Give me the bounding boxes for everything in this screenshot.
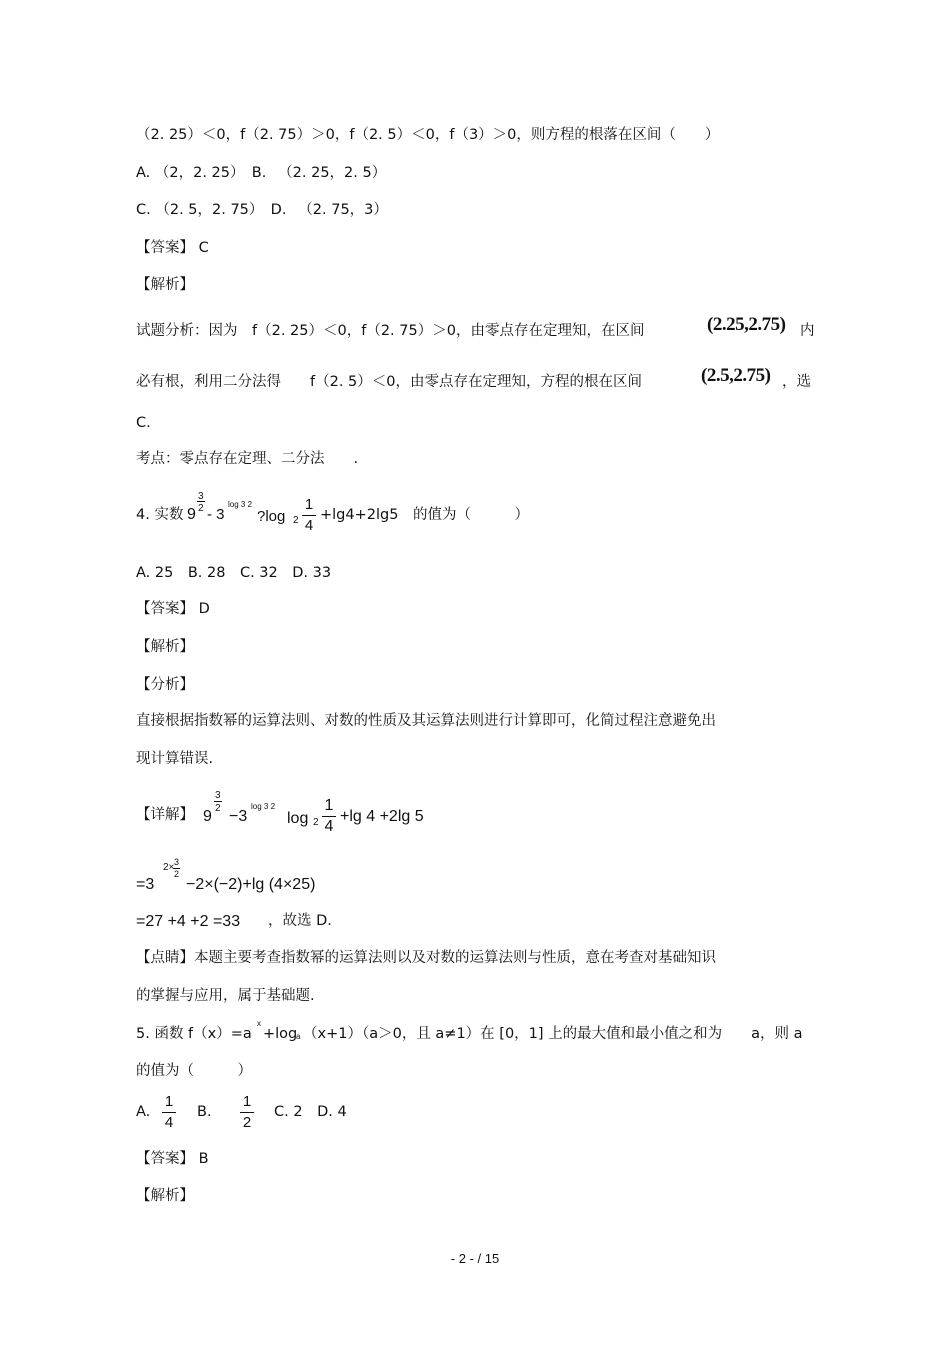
q3-explanation-line1: 试题分析：因为 f（2. 25）＜0，f（2. 75）＞0，由零点存在定理知，在区间 <box>136 323 645 339</box>
detail-exp-frac-num: 3 <box>174 857 180 867</box>
q3-explanation-line2-end: ，选 <box>782 374 811 390</box>
fraction-bar <box>322 816 336 817</box>
detail-line1-tail: +lg 4 +2lg 5 <box>340 808 424 825</box>
fraction-numerator: 1 <box>164 1093 174 1110</box>
q5-answer: 【答案】 B <box>136 1151 209 1167</box>
q4-log: ?log <box>257 508 286 525</box>
q4-exp-num: 3 <box>198 491 204 502</box>
q3-explanation-line2: 必有根，利用二分法得 f（2. 5）＜0，由零点存在定理知，方程的根在区间 <box>136 374 642 390</box>
q5-sub-a: a <box>296 1032 301 1041</box>
q4-answer: 【答案】 D <box>136 601 210 617</box>
fraction-denominator: 2 <box>242 1114 252 1131</box>
fraction-bar <box>162 1112 176 1113</box>
q3-explanation-line1-end: 内 <box>800 323 815 339</box>
detail-log: log <box>287 810 309 827</box>
q4-log-base: 2 <box>293 515 299 526</box>
q4-fenxi-label: 【分析】 <box>136 677 194 693</box>
fraction-denominator: 4 <box>324 818 334 835</box>
q4-base-9: 9 <box>187 506 196 523</box>
interval-2-25-2-75: (2.25,2.75) <box>707 314 786 335</box>
detail-exp-den: 2 <box>215 803 221 814</box>
q3-kaodian: 考点：零点存在定理、二分法 . <box>136 451 359 467</box>
q4-dianjing-line1: 【点睛】本题主要考查指数幂的运算法则以及对数的运算法则与性质，意在考查对基础知识 <box>136 950 716 966</box>
q5-option-a-label: A. <box>136 1104 151 1120</box>
detail-line3: =27 +4 +2 =33 <box>136 913 241 930</box>
detail-fraction-one-quarter <box>322 797 336 836</box>
q3-explanation-line3: C. <box>136 415 151 431</box>
q3-statement: （2. 25）＜0，f（2. 75）＞0，f（2. 5）＜0，f（3）＞0，则方程的根落在区间（ ） <box>136 127 720 143</box>
fraction-numerator: 1 <box>242 1093 252 1110</box>
q3-options-cd: C. （2. 5，2. 75） D. （2. 75，3） <box>136 202 388 218</box>
fraction-numerator: 1 <box>324 797 334 814</box>
q3-analysis-label: 【解析】 <box>136 277 194 293</box>
q5-analysis-label: 【解析】 <box>136 1188 194 1204</box>
interval-2-5-2-75: (2.5,2.75) <box>701 365 771 386</box>
q4-options: A. 25 B. 28 C. 32 D. 33 <box>136 565 332 581</box>
detail-eq-3: =3 <box>136 876 155 893</box>
q4-detail-label: 【详解】 <box>136 807 194 823</box>
q4-tail: +lg4+2lg5 的值为（ ） <box>320 507 529 523</box>
q5-statement-line2: 的值为（ ） <box>136 1063 252 1079</box>
fraction-denominator: 4 <box>304 517 314 534</box>
detail-exp-num: 3 <box>215 790 221 801</box>
detail-exp-frac-den: 2 <box>174 869 180 879</box>
page-number: - 2 - / 15 <box>450 1251 500 1266</box>
q5-log: +log <box>263 1026 298 1042</box>
q5-statement-end: （x+1）（a＞0，且 a≠1）在 [0，1] 上的最大值和最小值之和为 a，则 a <box>303 1026 803 1042</box>
fraction-numerator: 1 <box>304 496 314 513</box>
q4-analysis-label: 【解析】 <box>136 639 194 655</box>
q3-answer: 【答案】 C <box>136 240 209 256</box>
q5-sup-x: x <box>257 1019 261 1028</box>
q4-fraction-one-quarter <box>302 496 316 535</box>
q4-fenxi-line1: 直接根据指数幂的运算法则、对数的性质及其运算法则进行计算即可，化简过程注意避免出 <box>136 713 716 729</box>
detail-minus-3: −3 <box>229 808 248 825</box>
q5-statement-start: 5. 函数 f（x）=a <box>136 1026 252 1042</box>
detail-base-9: 9 <box>203 808 212 825</box>
q4-exp-den: 2 <box>198 503 204 514</box>
detail-log-superscript: log 3 2 <box>251 802 276 811</box>
q4-log-superscript: log 3 2 <box>228 500 253 509</box>
q4-exp-bar <box>197 501 205 502</box>
detail-exp-2x: 2× <box>163 862 175 873</box>
detail-line3-end: ，故选 D. <box>268 913 332 929</box>
q5-option-a-fraction <box>162 1093 176 1132</box>
detail-log-base: 2 <box>313 817 319 828</box>
detail-exp-bar <box>214 801 222 802</box>
fraction-bar <box>302 515 316 516</box>
q4-minus-3: - 3 <box>207 506 225 523</box>
q5-options-cd: C. 2 D. 4 <box>274 1104 347 1120</box>
q4-prefix: 4. 实数 <box>136 507 184 523</box>
detail-line2-tail: −2×(−2)+lg (4×25) <box>186 876 316 893</box>
fraction-bar <box>240 1112 254 1113</box>
fraction-denominator: 4 <box>164 1114 174 1131</box>
q5-option-b-fraction <box>240 1093 254 1132</box>
q4-fenxi-line2: 现计算错误. <box>136 751 214 767</box>
q4-dianjing-line2: 的掌握与应用，属于基础题. <box>136 988 315 1004</box>
q3-options-ab: A. （2，2. 25） B. （2. 25，2. 5） <box>136 165 387 181</box>
q5-option-b-label: B. <box>197 1104 212 1120</box>
